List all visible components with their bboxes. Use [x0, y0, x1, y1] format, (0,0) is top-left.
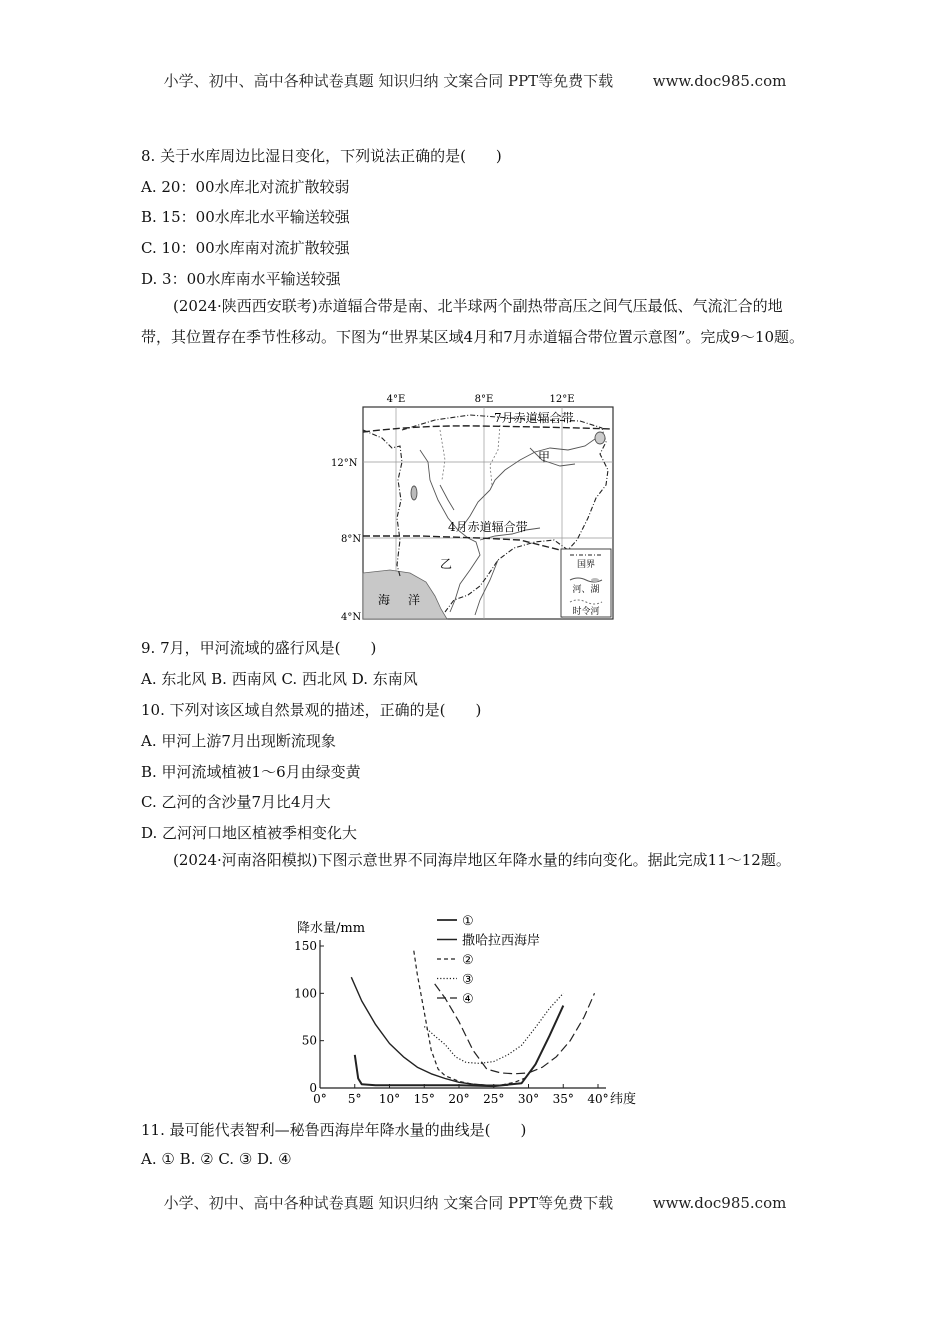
footer-text: 小学、初中、高中各种试卷真题 知识归纳 文案合同 PPT等免费下载	[163, 1194, 614, 1212]
legend-label-1: ①	[462, 914, 474, 929]
q10-option-b: B. 甲河流域植被1～6月由绿变黄	[141, 763, 361, 781]
x-tick-label: 20°	[448, 1092, 470, 1106]
ocean-label-1: 海	[378, 593, 391, 607]
y-tick-label: 50	[301, 1033, 317, 1048]
legend-label-4: ③	[462, 972, 474, 988]
x-tick-label: 15°	[413, 1092, 435, 1106]
header-site: www.doc985.com	[652, 72, 787, 90]
lat-label-4n: 4°N	[341, 612, 362, 623]
lon-label-12e: 12°E	[549, 394, 575, 405]
lat-label-12n: 12°N	[331, 458, 358, 469]
q10-option-d: D. 乙河河口地区植被季相变化大	[141, 824, 358, 842]
series-line-5	[435, 984, 595, 1074]
y-tick-label: 100	[294, 986, 317, 1001]
y-tick-label: 0	[309, 1081, 317, 1095]
q8-option-b: B. 15：00水库北水平输送较强	[141, 208, 350, 226]
series-line-3	[414, 951, 529, 1085]
q11-stem: 11. 最可能代表智利—秘鲁西海岸年降水量的曲线是( )	[141, 1121, 527, 1139]
river-yi-label: 乙	[440, 557, 453, 571]
chart-xlabel: 纬度	[610, 1092, 637, 1107]
x-tick-label: 40°	[587, 1092, 609, 1106]
q8-option-a: A. 20：00水库北对流扩散较弱	[141, 178, 350, 196]
intro-2-text: (2024·河南洛阳模拟)下图示意世界不同海岸地区年降水量的纬向变化。据此完成11～12题。	[173, 851, 791, 869]
q9-options: A. 东北风 B. 西南风 C. 西北风 D. 东南风	[141, 670, 418, 688]
q10-stem: 10. 下列对该区域自然景观的描述，正确的是( )	[141, 701, 482, 719]
page-header	[0, 70, 950, 91]
precipitation-chart	[285, 908, 655, 1110]
chart-ylabel: 降水量/mm	[297, 921, 366, 936]
header-text: 小学、初中、高中各种试卷真题 知识归纳 文案合同 PPT等免费下载	[163, 72, 614, 90]
q11-options: A. ① B. ② C. ③ D. ④	[141, 1150, 292, 1168]
series-line-4	[424, 993, 563, 1063]
lon-label-8e: 8°E	[474, 394, 494, 405]
lon-label-4e: 4°E	[386, 394, 406, 405]
page-footer	[0, 1192, 950, 1213]
y-tick-label: 150	[294, 939, 317, 953]
lat-label-8n: 8°N	[341, 534, 362, 545]
legend-river-label: 河、湖	[572, 585, 600, 595]
legend-border-label: 国界	[576, 560, 596, 570]
legend-lake-symbol	[591, 578, 599, 582]
x-tick-label: 30°	[517, 1092, 540, 1106]
itcz-april-label: 4月赤道辐合带	[448, 520, 528, 534]
ocean-label-2: 洋	[408, 593, 421, 607]
q10-option-a: A. 甲河上游7月出现断流现象	[141, 732, 336, 750]
q9-stem: 9. 7月，甲河流域的盛行风是( )	[141, 639, 377, 657]
x-tick-label: 25°	[483, 1092, 505, 1106]
x-tick-label: 35°	[552, 1092, 574, 1106]
q8-option-d: D. 3：00水库南水平输送较强	[141, 270, 341, 288]
q8-option-c: C. 10：00水库南对流扩散较强	[141, 239, 350, 257]
itcz-july-label: 7月赤道辐合带	[494, 411, 574, 425]
q10-option-c: C. 乙河的含沙量7月比4月大	[141, 793, 331, 811]
q8-stem: 8. 关于水库周边比湿日变化，下列说法正确的是( )	[141, 147, 502, 165]
footer-site: www.doc985.com	[652, 1194, 787, 1212]
legend-seasonal-label: 时令河	[572, 607, 600, 617]
x-tick-label: 10°	[378, 1092, 401, 1106]
intro-paragraph-2	[141, 845, 811, 876]
legend-label-3: ②	[462, 953, 474, 968]
river-jia-label: 甲	[538, 450, 551, 464]
x-tick-label: 5°	[347, 1092, 362, 1106]
series-line-1	[355, 1006, 564, 1087]
itcz-map	[330, 390, 620, 628]
legend-label-5: ④	[462, 992, 474, 1007]
legend-label-2: 撒哈拉西海岸	[462, 933, 541, 949]
intro-1-text: (2024·陕西西安联考)赤道辐合带是南、北半球两个副热带高压之间气压最低、气流汇合的地带，其位置存在季节性移动。下图为“世界某区域4月和7月赤道辐合带位置示意图”。完成9～10题。	[141, 297, 805, 346]
x-tick-label: 0°	[313, 1092, 327, 1106]
intro-paragraph-1	[141, 291, 811, 353]
